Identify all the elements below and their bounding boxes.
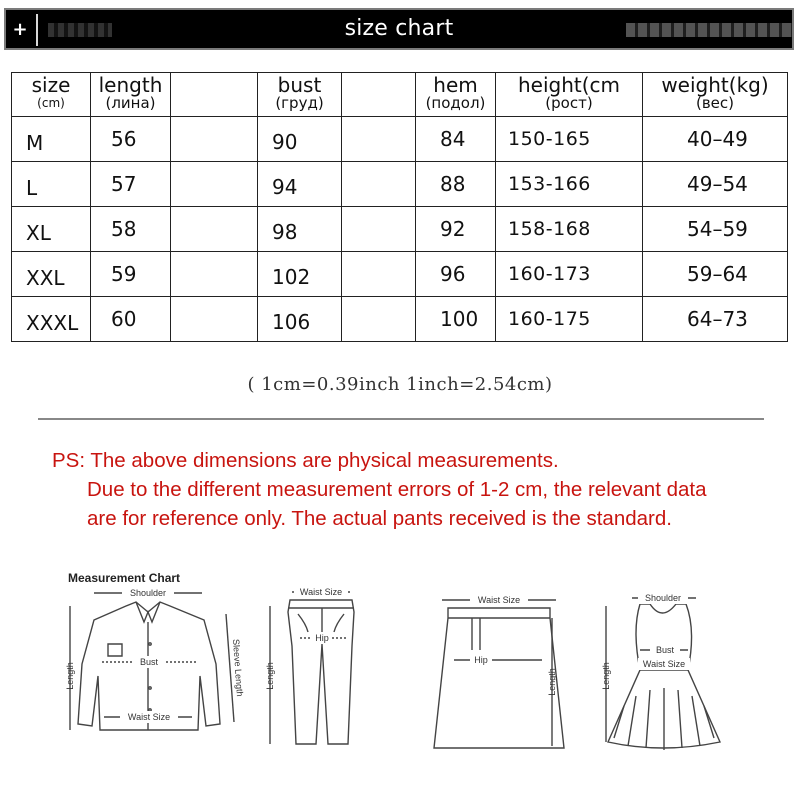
cell-bust: 98: [258, 207, 342, 252]
cell-length: 59: [91, 252, 171, 297]
cell-length: 57: [91, 162, 171, 207]
shirt-shoulder-label: Shoulder: [129, 588, 167, 598]
cell-height: 160-173: [496, 252, 643, 297]
note-line-2: Due to the different measurement errors of 1-2 cm, the relevant data: [87, 478, 707, 501]
dress-length-label: Length: [601, 662, 611, 690]
cell-empty: [171, 162, 258, 207]
dress-bust-label: Bust: [655, 645, 675, 655]
skirt-waist-label: Waist Size: [477, 595, 521, 605]
shirt-icon: [64, 584, 245, 750]
table-row: [12, 207, 788, 252]
skirt-diagram: [428, 588, 568, 752]
cell-height: 158-168: [496, 207, 643, 252]
cell-empty: [171, 117, 258, 162]
cell-weight: 54–59: [643, 207, 788, 252]
cell-empty: [171, 252, 258, 297]
header-bust: bust (груд): [258, 73, 342, 117]
note-line-1: PS: The above dimensions are physical measurements.: [52, 449, 559, 472]
divider: [38, 418, 764, 420]
cell-empty: [342, 297, 416, 342]
table-row: [12, 297, 788, 342]
cell-empty: [171, 207, 258, 252]
cell-size: XXXL: [12, 297, 91, 342]
cell-hem: 100: [416, 297, 496, 342]
cell-empty: [342, 207, 416, 252]
skirt-length-label: Length: [547, 668, 557, 696]
cell-size: L: [12, 162, 91, 207]
shirt-sleeve-label: Sleeve Length: [230, 638, 245, 697]
unit-conversion: ( 1cm=0.39inch 1inch=2.54cm): [247, 374, 553, 395]
cell-empty: [342, 252, 416, 297]
blurred-logo-right: [626, 23, 792, 37]
cell-bust: 90: [258, 117, 342, 162]
pants-diagram: [258, 586, 358, 750]
note-line-3: are for reference only. The actual pants received is the standard.: [87, 507, 672, 530]
cell-empty: [342, 117, 416, 162]
shirt-waist-label: Waist Size: [127, 712, 171, 722]
header-empty-2: [342, 73, 416, 117]
header-size: size (cm): [12, 73, 91, 117]
cell-weight: 64–73: [643, 297, 788, 342]
cell-bust: 102: [258, 252, 342, 297]
cell-hem: 96: [416, 252, 496, 297]
dress-diagram: [596, 586, 726, 754]
cell-weight: 40–49: [643, 117, 788, 162]
header-hem: hem (подол): [416, 73, 496, 117]
cell-length: 60: [91, 297, 171, 342]
cell-hem: 92: [416, 207, 496, 252]
dress-waist-label: Waist Size: [642, 659, 686, 669]
shirt-diagram: [64, 584, 245, 750]
header-empty-1: [171, 73, 258, 117]
header-height: height(cm (рост): [496, 73, 643, 117]
header-bar: [4, 8, 794, 50]
cell-length: 58: [91, 207, 171, 252]
shirt-bust-label: Bust: [139, 657, 159, 667]
disclaimer-note: [52, 446, 772, 533]
table-row: [12, 252, 788, 297]
pants-waist-label: Waist Size: [299, 587, 343, 597]
skirt-hip-label: Hip: [474, 655, 488, 665]
cell-bust: 106: [258, 297, 342, 342]
pants-hip-label: Hip: [315, 633, 329, 643]
cell-weight: 49–54: [643, 162, 788, 207]
shirt-length-label: Length: [65, 662, 75, 690]
cell-length: 56: [91, 117, 171, 162]
cell-hem: 88: [416, 162, 496, 207]
cell-hem: 84: [416, 117, 496, 162]
cell-height: 150-165: [496, 117, 643, 162]
cell-size: XXL: [12, 252, 91, 297]
header-weight: weight(kg) (вес): [643, 73, 788, 117]
dress-shoulder-label: Shoulder: [644, 593, 682, 603]
cell-size: M: [12, 117, 91, 162]
dress-icon: [596, 586, 726, 754]
cell-size: XL: [12, 207, 91, 252]
measurement-chart-title: Measurement Chart: [68, 571, 181, 585]
cell-height: 160-175: [496, 297, 643, 342]
plus-icon[interactable]: +: [12, 19, 28, 40]
table-row: [12, 162, 788, 207]
page-title: size chart: [344, 16, 454, 41]
table-header-row: [12, 73, 788, 117]
pants-length-label: Length: [265, 662, 275, 690]
cell-height: 153-166: [496, 162, 643, 207]
size-table: [11, 72, 788, 342]
cell-empty: [342, 162, 416, 207]
header-length: length (лина): [91, 73, 171, 117]
cell-weight: 59–64: [643, 252, 788, 297]
skirt-icon: [428, 588, 568, 752]
pants-icon: [258, 586, 358, 750]
cell-empty: [171, 297, 258, 342]
cell-bust: 94: [258, 162, 342, 207]
table-row: [12, 117, 788, 162]
